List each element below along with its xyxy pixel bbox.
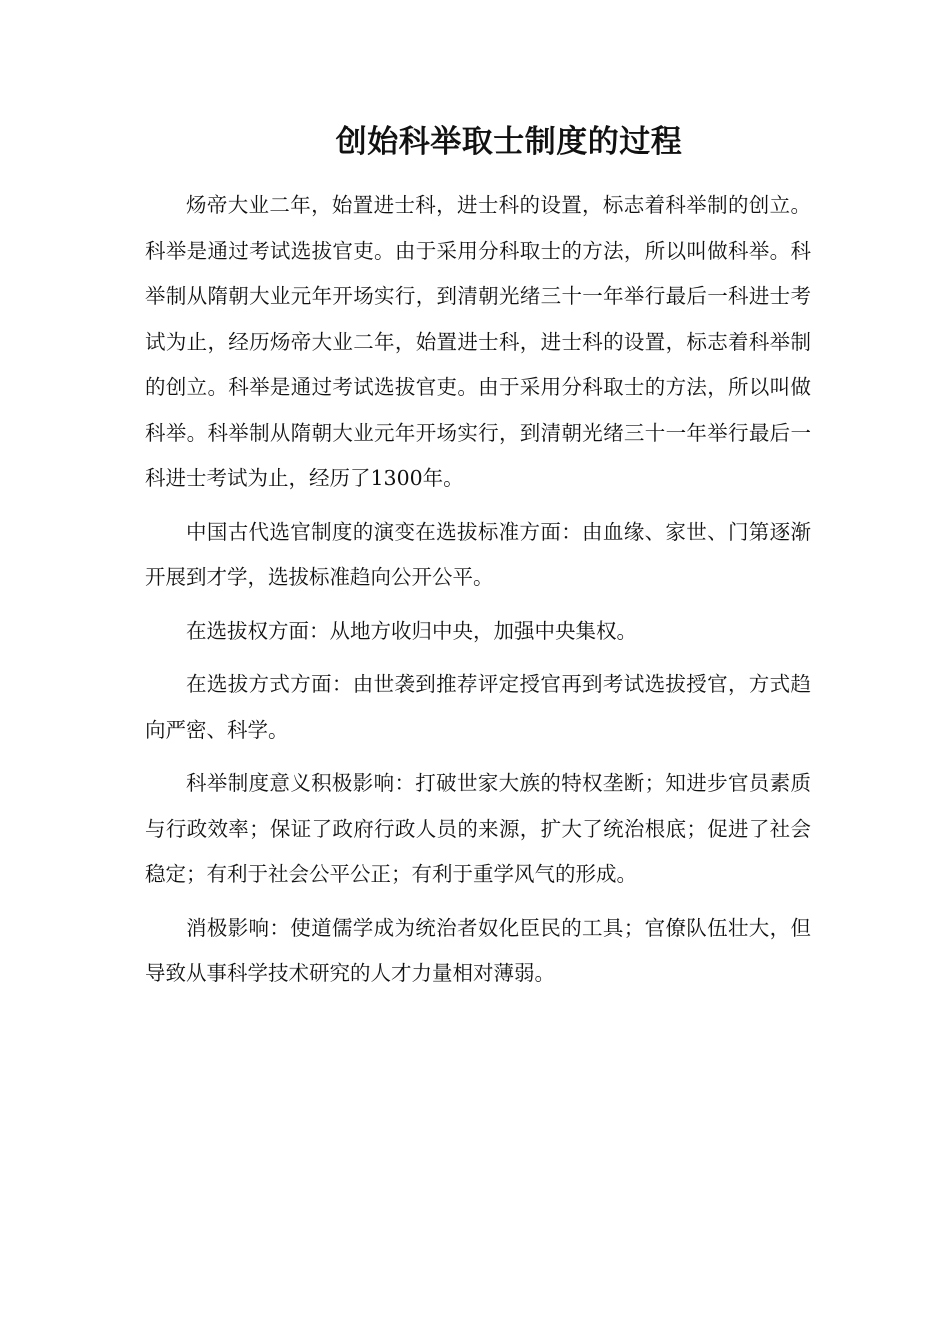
document-body bbox=[145, 183, 811, 1005]
document-title: 创始科举取士制度的过程 bbox=[335, 124, 683, 160]
paragraph-selection-standard: 中国古代选官制度的演变在选拔标准方面：由血缘、家世、门第逐渐开展到才学，选拔标准趋向公开公平。 bbox=[145, 519, 811, 589]
paragraph-keju-origin: 炀帝大业二年，始置进士科，进士科的设置，标志着科举制的创立。科举是通过考试选拔官吏。由于采用分科取士的方法，所以叫做科举。科举制从隋朝大业元年开场实行，到清朝光绪三十一年举行最后一科进士考试为止，经历炀帝大业二年，始置进士科，进士科的设置，标志着科举制的创立。科举是通过考试选拔官吏。由于采用分科取士的方法，所以叫做科举。科举制从隋朝大业元年开场实行，到清朝光绪三十一年举行最后一科进士考试为止，经历了1300年。 bbox=[145, 193, 811, 490]
paragraph-selection-power: 在选拔权方面：从地方收归中央，加强中央集权。 bbox=[186, 618, 637, 643]
paragraph-negative-impact: 消极影响：使道儒学成为统治者奴化臣民的工具；官僚队伍壮大，但导致从事科学技术研究的人才力量相对薄弱。 bbox=[145, 915, 811, 985]
paragraph-selection-method: 在选拔方式方面：由世袭到推荐评定授官再到考试选拔授官，方式趋向严密、科学。 bbox=[145, 672, 811, 742]
paragraph-positive-impact: 科举制度意义积极影响：打破世家大族的特权垄断；知进步官员素质与行政效率；保证了政府行政人员的来源，扩大了统治根底；促进了社会稳定；有利于社会公平公正；有利于重学风气的形成。 bbox=[145, 771, 811, 886]
